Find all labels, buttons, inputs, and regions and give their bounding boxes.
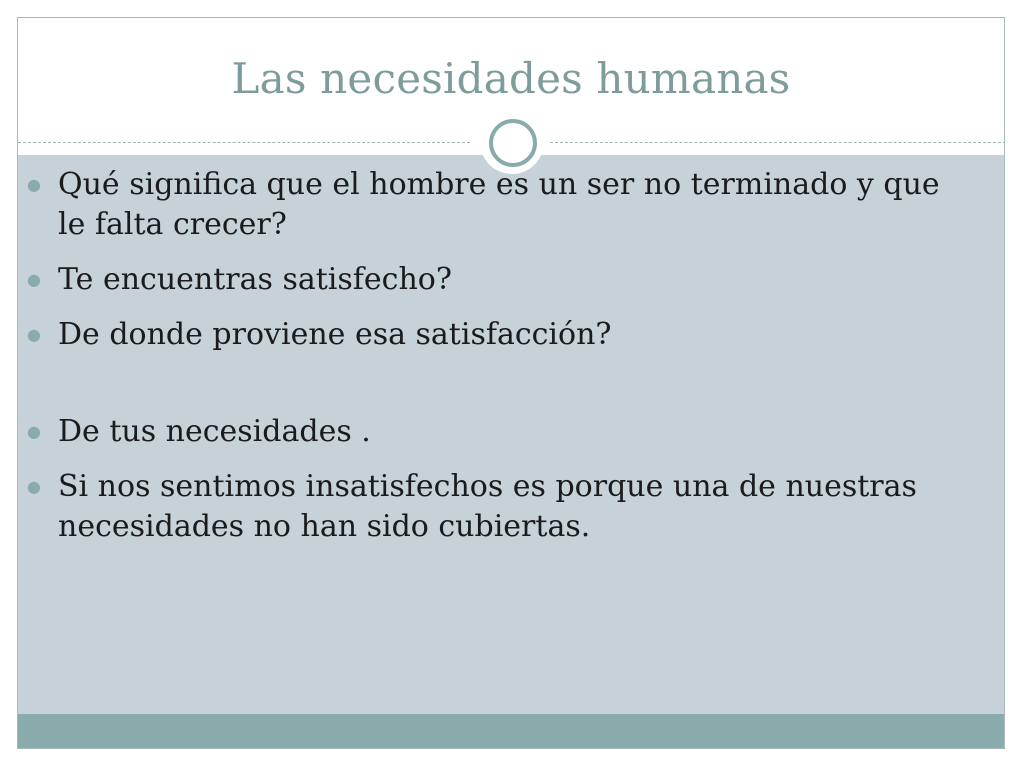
bullet-dot-icon: ●: [27, 325, 41, 344]
bullet-dot-icon: ●: [27, 270, 41, 289]
bullet-dot-icon: ●: [27, 422, 41, 441]
bullet-text: Qué significa que el hombre es un ser no terminado y que le falta crecer?: [58, 167, 940, 242]
bullet-text: De donde proviene esa satisfacción?: [58, 317, 612, 352]
bullet-item-4: [25, 412, 975, 452]
divider-left: [18, 142, 470, 143]
bullet-dot-icon: ●: [27, 175, 41, 194]
footer-bar: [18, 714, 1004, 748]
bullet-list: [25, 165, 975, 562]
bullet-item-2: [25, 260, 975, 300]
circle-ring: [489, 119, 537, 167]
divider-right: [550, 142, 1005, 143]
slide-title: Las necesidades humanas: [231, 54, 791, 103]
bullet-item-3: [25, 315, 975, 355]
bullet-dot-icon: ●: [27, 477, 41, 496]
bullet-text: Te encuentras satisfecho?: [58, 262, 452, 297]
bullet-text: Si nos sentimos insatisfechos es porque una de nuestras necesidades no han sido cubiertas.: [58, 469, 917, 544]
bullet-item-1: [25, 165, 975, 245]
bullet-item-5: [25, 467, 975, 547]
bullet-text: De tus necesidades .: [58, 414, 371, 449]
